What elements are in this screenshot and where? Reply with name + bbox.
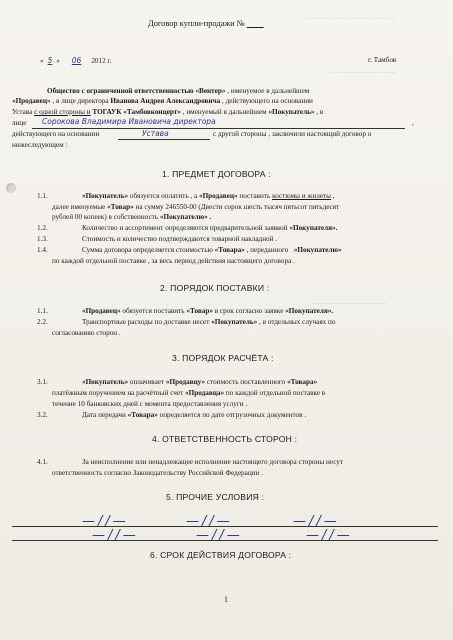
clause-text: платёжным поручением на расчётный счет «Продавца» по каждой отдельной поставке в — [52, 389, 326, 397]
section-title: 5. ПРОЧИЕ УСЛОВИЯ : — [166, 492, 265, 502]
contract-city: г. Тамбов — [368, 56, 397, 64]
clause-number: 1.2. — [37, 224, 48, 232]
clause-number: 2.2. — [37, 318, 48, 326]
section-title: 2. ПОРЯДОК ПОСТАВКИ : — [160, 283, 270, 293]
preamble-line: лице — [12, 119, 27, 127]
bleed-through-text: .............................................. — [310, 300, 387, 306]
clause-text: течение 10 банковских дней с момента предоставления услуги . — [52, 400, 248, 408]
handwritten-dash-marks: —//— — [196, 528, 243, 543]
clause-number: 3.2. — [37, 411, 48, 419]
preamble-line: с другой стороны , заключили настоящий договор о — [213, 130, 372, 138]
punch-hole — [6, 183, 16, 193]
clause-text: Стоимость и количество подтверждаются товарной накладной . — [82, 235, 278, 243]
handwritten-representative: Сорокова Владимира Ивановича директора — [42, 117, 216, 126]
clause-number: 4.1. — [37, 458, 48, 466]
clause-number: 1.3. — [37, 235, 48, 243]
clause-number: 1.1. — [37, 307, 48, 315]
clause-text: «Покупатель» оплачивает «Продавцу» стоимость поставленного «Товара» — [82, 378, 318, 386]
clause-text: по каждой отдельной поставке , за весь период действия настоящего договора . — [52, 257, 295, 265]
section-title: 4. ОТВЕТСТВЕННОСТЬ СТОРОН : — [152, 434, 298, 444]
clause-text: далее именуемые «Товар» на сумму 246550-00 (Двести сорок шесть тысяч пятьсот пятьдесят — [52, 203, 340, 211]
clause-text: Дата передачи «Товара» определяется по дате отгрузочных документов . — [82, 411, 307, 419]
fill-line — [32, 128, 405, 129]
handwritten-dash-marks: —//— — [92, 528, 139, 543]
section-title: 6. СРОК ДЕЙСТВИЯ ДОГОВОРА : — [150, 550, 292, 560]
preamble-comma: , — [412, 119, 414, 127]
clause-text: Транспортные расходы по доставке несет «Покупатель» , в отдельных случаях по — [82, 318, 336, 326]
preamble-line: действующего на основании — [12, 130, 100, 138]
clause-text: «Продавец» обязуется поставить «Товар» в срок согласно заявке «Покупателя». — [82, 307, 334, 315]
clause-text: За неисполнение или ненадлежащее исполнение настоящего договора стороны несут — [82, 458, 344, 466]
clause-text: Количество и ассортимент определяются предварительной заявкой «Покупателя». — [82, 224, 338, 232]
handwritten-basis: Устава — [142, 129, 169, 138]
fill-line — [118, 139, 210, 140]
clause-text: «Покупатель» обязуется оплатить , а «Продавец» поставить костюмы и жилеты , — [82, 192, 335, 200]
clause-text: Сумма договора определяется стоимостью «Товара» , переданного «Покупателю» — [82, 246, 342, 254]
handwritten-dash-marks: —//— — [186, 514, 233, 529]
section-title: 1. ПРЕДМЕТ ДОГОВОРА : — [162, 169, 271, 179]
clause-number: 1.1. — [37, 192, 48, 200]
clause-number: 1.4. — [37, 246, 48, 254]
preamble-line: Общество с ограниченной ответственностью «Вентер» , именуемое в дальнейшем — [47, 87, 310, 95]
handwritten-dash-marks: —//— — [82, 514, 129, 529]
bleed-through-text: .......................................................... — [300, 15, 397, 21]
preamble-line: «Продавец» , в лице директора Иванова Андрея Александровича , действующего на основании — [12, 97, 313, 105]
clause-text: согласованию сторон . — [52, 329, 121, 337]
clause-text: рублей 00 копеек) в собственность «Покупателю» . — [52, 213, 212, 221]
preamble-line: нижеследующем : — [12, 141, 68, 149]
section-title: 3. ПОРЯДОК РАСЧЁТА : — [172, 353, 274, 363]
page-number: 1 — [224, 595, 228, 604]
bleed-through-text: ........................................ — [330, 69, 397, 75]
contract-date: « 5 » 06 2012 г. — [40, 56, 112, 65]
preamble-line: Устава с одной стороны и ТОГАУК «Тамбовконцерт» , именуемый в дальнейшем «Покупатель» , в — [12, 108, 324, 116]
document-title: Договор купли-продажи № — [148, 19, 245, 28]
clause-number: 3.1. — [37, 378, 48, 386]
clause-text: ответственность согласно Законодательству Российской Федерации . — [52, 469, 263, 477]
handwritten-dash-marks: —//— — [293, 514, 340, 529]
handwritten-dash-marks: —//— — [306, 528, 353, 543]
